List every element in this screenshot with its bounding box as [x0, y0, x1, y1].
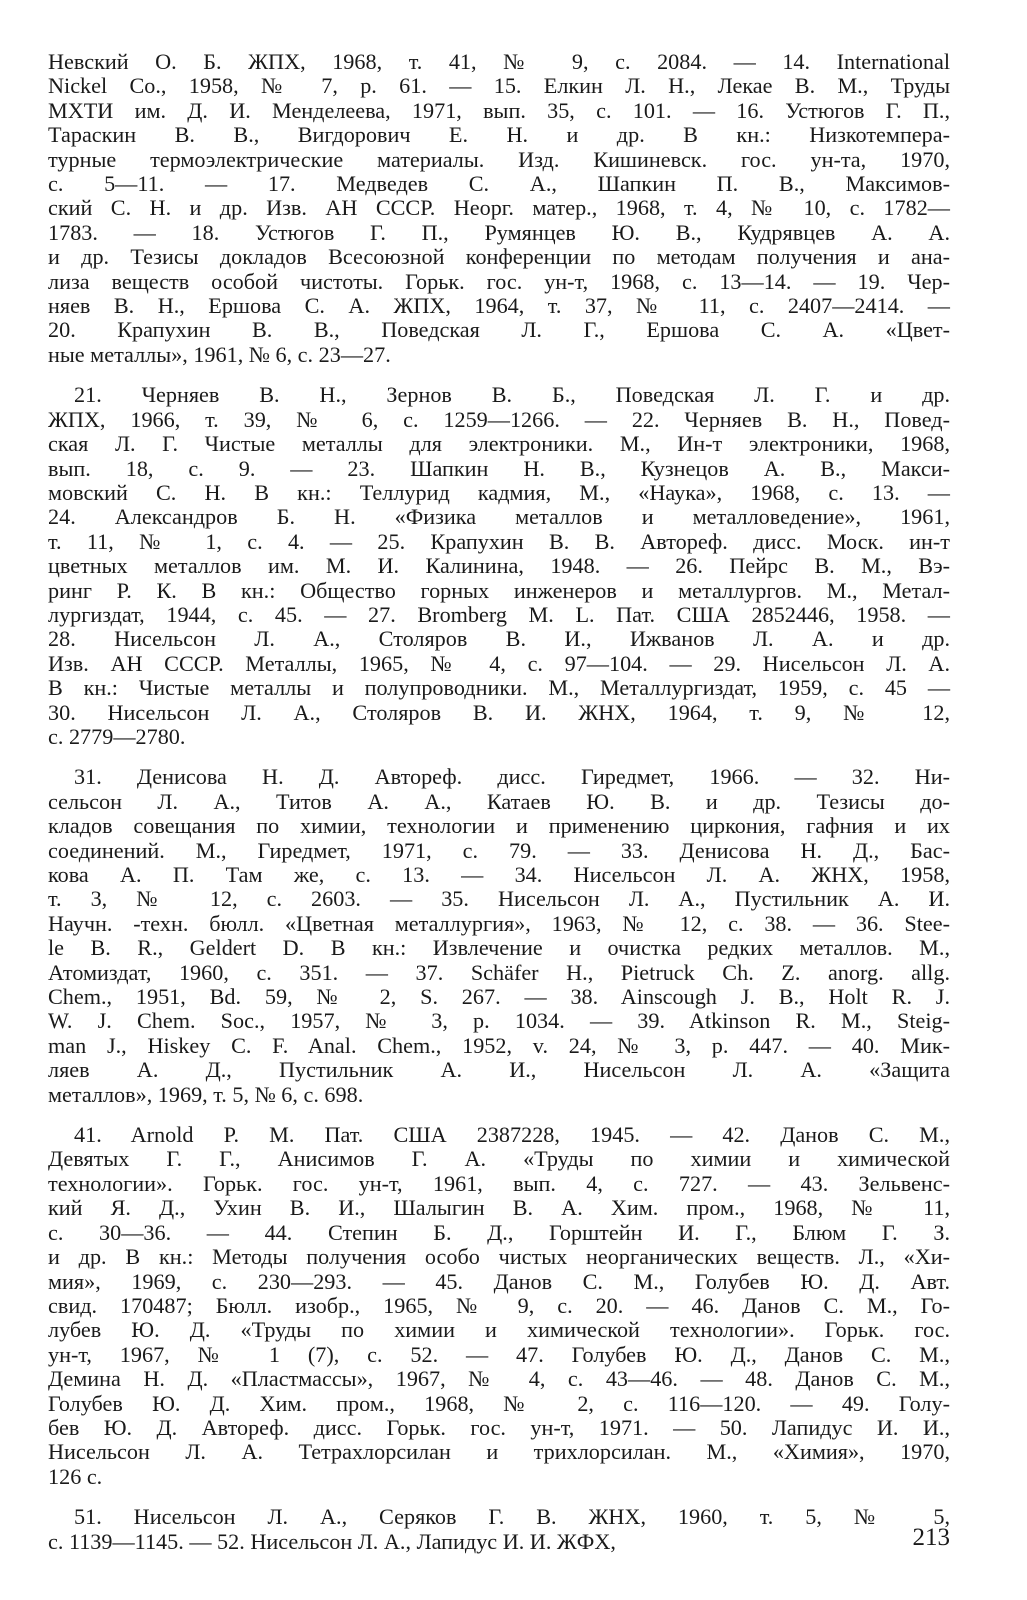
text-line: 21. Черняев В. Н., Зернов В. Б., Поведская Л. Г. и др.	[74, 382, 950, 408]
text-line: 1783. — 18. Устюгов Г. П., Румянцев Ю. В., Кудрявцев А. А.	[48, 219, 950, 245]
reference-paragraph	[48, 50, 950, 367]
text-line: 41. Arnold P. M. Пат. США 2387228, 1945. — 42. Данов С. М.,	[74, 1122, 950, 1148]
text-line: т. 11, № 1, с. 4. — 25. Крапухин В. В. Автореф. дисс. Моск. ин-т	[48, 528, 950, 554]
text-line: 126 с.	[48, 1463, 103, 1489]
text-line: кий Я. Д., Ухин В. И., Шалыгин В. А. Хим. пром., 1968, № 11,	[48, 1195, 950, 1221]
text-line: и др. В кн.: Методы получения особо чистых неорганических веществ. Л., «Хи-	[48, 1244, 950, 1270]
text-line: 28. Нисельсон Л. А., Столяров В. И., Ижванов Л. А. и др.	[48, 626, 950, 652]
reference-paragraph	[48, 1123, 950, 1489]
text-line: лубев Ю. Д. «Труды по химии и химической технологии». Горьк. гос.	[48, 1317, 950, 1343]
text-line: ский С. Н. и др. Изв. АН СССР. Неорг. матер., 1968, т. 4, № 10, с. 1782—	[48, 195, 950, 221]
text-line: Научн. -техн. бюлл. «Цветная металлургия», 1963, № 12, с. 38. — 36. Stee-	[48, 910, 950, 936]
text-line: сельсон Л. А., Титов А. А., Катаев Ю. В. и др. Тезисы до-	[48, 788, 950, 814]
text-line: ская Л. Г. Чистые металлы для электроники. М., Ин-т электроники, 1968,	[48, 431, 950, 457]
text-line: ляев А. Д., Пустильник А. И., Нисельсон Л. А. «Защита	[48, 1057, 950, 1083]
text-line: кова А. П. Там же, с. 13. — 34. Нисельсон Л. А. ЖНХ, 1958,	[48, 862, 950, 887]
reference-paragraph	[48, 1505, 950, 1554]
text-line: цветных металлов им. М. И. Калинина, 1948. — 26. Пейрс В. М., Вэ-	[48, 553, 950, 579]
text-line: свид. 170487; Бюлл. изобр., 1965, № 9, с. 20. — 46. Данов С. М., Го-	[48, 1292, 950, 1318]
text-line: le B. R., Geldert D. В кн.: Извлечение и очистка редких металлов. М.,	[48, 935, 950, 961]
text-line: Невский О. Б. ЖПХ, 1968, т. 41, № 9, с. 2084. — 14. International	[48, 49, 950, 74]
text-line: ные металлы», 1961, № 6, с. 23—27.	[48, 341, 391, 367]
text-line: 24. Александров Б. Н. «Физика металлов и металловедение», 1961,	[48, 504, 950, 530]
text-line: Демина Н. Д. «Пластмассы», 1967, № 4, с. 43—46. — 48. Данов С. М.,	[48, 1366, 950, 1392]
text-line: man J., Hiskey C. F. Anal. Chem., 1952, v. 24, № 3, p. 447. — 40. Мик-	[48, 1032, 950, 1058]
text-line: W. J. Chem. Soc., 1957, № 3, p. 1034. — 39. Atkinson R. M., Steig-	[48, 1008, 950, 1034]
text-line: Атомиздат, 1960, с. 351. — 37. Schäfer H., Pietruck Ch. Z. anorg. allg.	[48, 959, 950, 985]
page-number: 213	[912, 1524, 950, 1551]
text-line: Nickel Co., 1958, № 7, p. 61. — 15. Елкин Л. Н., Лекае В. М., Труды	[48, 73, 950, 99]
text-line: и др. Тезисы докладов Всесоюзной конференции по методам получения и ана-	[48, 244, 950, 270]
text-line: 20. Крапухин В. В., Поведская Л. Г., Ершова С. А. «Цвет-	[48, 317, 950, 343]
text-line: кладов совещания по химии, технологии и применению циркония, гафния и их	[48, 813, 950, 839]
text-line: ЖПХ, 1966, т. 39, № 6, с. 1259—1266. — 22. Черняев В. Н., Повед-	[48, 406, 950, 432]
text-line: вып. 18, с. 9. — 23. Шапкин Н. В., Кузнецов А. В., Макси-	[48, 455, 950, 481]
text-line: с. 1139—1145. — 52. Нисельсон Л. А., Лапидус И. И. ЖФХ,	[48, 1528, 616, 1554]
text-line: 30. Нисельсон Л. А., Столяров В. И. ЖНХ, 1964, т. 9, № 12,	[48, 699, 950, 725]
text-line: няев В. Н., Ершова С. А. ЖПХ, 1964, т. 37, № 11, с. 2407—2414. —	[48, 293, 950, 319]
text-line: лиза веществ особой чистоты. Горьк. гос. ун-т, 1968, с. 13—14. — 19. Чер-	[48, 268, 950, 294]
text-line: Изв. АН СССР. Металлы, 1965, № 4, с. 97—104. — 29. Нисельсон Л. А.	[48, 650, 950, 676]
text-line: с. 2779—2780.	[48, 723, 186, 749]
text-line: соединений. М., Гиредмет, 1971, с. 79. — 33. Денисова Н. Д., Бас-	[48, 837, 950, 863]
text-line: лургиздат, 1944, с. 45. — 27. Bromberg M. L. Пат. США 2852446, 1958. —	[48, 601, 950, 627]
text-line: ун-т, 1967, № 1 (7), с. 52. — 47. Голубев Ю. Д., Данов С. М.,	[48, 1341, 950, 1367]
text-line: ринг Р. К. В кн.: Общество горных инженеров и металлургов. М., Метал-	[48, 577, 950, 603]
text-line: Девятых Г. Г., Анисимов Г. А. «Труды по химии и химической	[48, 1146, 950, 1172]
reference-list	[48, 50, 950, 1554]
text-line: МХТИ им. Д. И. Менделеева, 1971, вып. 35, с. 101. — 16. Устюгов Г. П.,	[48, 97, 950, 123]
text-line: Chem., 1951, Bd. 59, № 2, S. 267. — 38. Ainscough J. B., Holt R. J.	[48, 984, 950, 1010]
text-line: Нисельсон Л. А. Тетрахлорсилан и трихлорсилан. М., «Химия», 1970,	[48, 1439, 950, 1465]
text-line: В кн.: Чистые металлы и полупроводники. М., Металлургиздат, 1959, с. 45 —	[48, 675, 950, 701]
text-line: 31. Денисова Н. Д. Автореф. дисс. Гиредмет, 1966. — 32. Ни-	[74, 764, 950, 790]
text-line: мовский С. Н. В кн.: Теллурид кадмия, М., «Наука», 1968, с. 13. —	[48, 479, 950, 505]
text-line: с. 30—36. — 44. Степин Б. Д., Горштейн И. Г., Блюм Г. З.	[48, 1219, 950, 1245]
text-line: Тараскин В. В., Вигдорович Е. Н. и др. В кн.: Низкотемпера-	[48, 122, 950, 148]
text-line: турные термоэлектрические материалы. Изд. Кишиневск. гос. ун-та, 1970,	[48, 146, 950, 172]
reference-paragraph	[48, 383, 950, 749]
reference-paragraph	[48, 765, 950, 1107]
text-line: металлов», 1969, т. 5, № 6, с. 698.	[48, 1081, 364, 1107]
text-line: бев Ю. Д. Автореф. дисс. Горьк. гос. ун-т, 1971. — 50. Лапидус И. И.,	[48, 1414, 950, 1440]
text-line: т. 3, № 12, с. 2603. — 35. Нисельсон Л. А., Пустильник А. И.	[48, 886, 950, 912]
text-line: Голубев Ю. Д. Хим. пром., 1968, № 2, с. 116—120. — 49. Голу-	[48, 1390, 950, 1416]
text-line: технологии». Горьк. гос. ун-т, 1961, вып. 4, с. 727. — 43. Зельвенс-	[48, 1170, 950, 1196]
text-line: 51. Нисельсон Л. А., Серяков Г. В. ЖНХ, 1960, т. 5, № 5,	[74, 1504, 950, 1530]
text-line: мия», 1969, с. 230—293. — 45. Данов С. М., Голубев Ю. Д. Авт.	[48, 1268, 950, 1294]
text-line: с. 5—11. — 17. Медведев С. А., Шапкин П. В., Максимов-	[48, 171, 950, 197]
